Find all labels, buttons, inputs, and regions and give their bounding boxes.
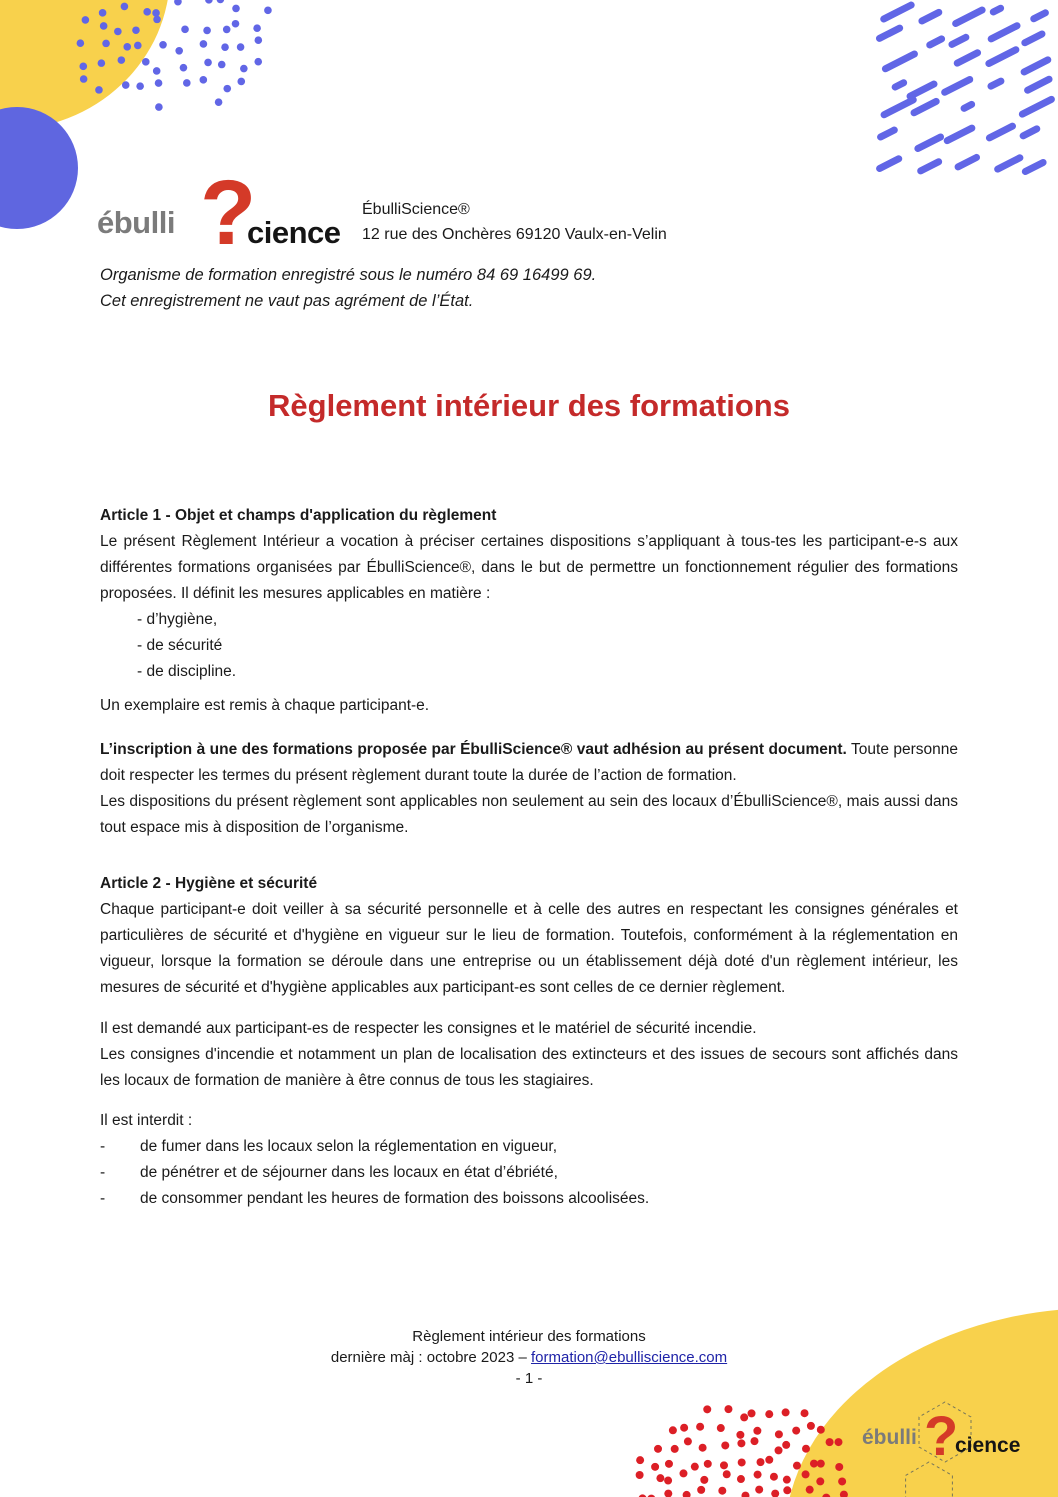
list-dash: -	[100, 1190, 106, 1207]
prohibited-item-text: de pénétrer et de séjourner dans les locaux en état d’ébriété,	[140, 1164, 558, 1181]
footer-document-name: Règlement intérieur des formations	[412, 1328, 646, 1345]
email-link[interactable]: formation@ebulliscience.com	[530, 1349, 728, 1366]
registration-notice	[100, 262, 596, 314]
article-1-list	[100, 607, 958, 685]
footer-update-prefix: dernière màj : octobre 2023 –	[330, 1349, 531, 1366]
article-1-paragraph-1: Le présent Règlement Intérieur a vocation à préciser certaines dispositions s’appliquant à tous-tes les participant-e-s aux différentes formations organisées par ÉbulliScience®, dans le but de permettre un fonctionnement régulier des formations proposées. Il définit les mesures applicables en matière :	[100, 533, 958, 602]
article-2-paragraph-2: Il est demandé aux participant-es de respecter les consignes et le matériel de sécurité incendie.	[100, 1020, 757, 1037]
bold-sentence: L’inscription à une des formations proposée par ÉbulliScience® vaut adhésion au présent document.	[100, 741, 847, 758]
question-mark-icon: ?	[200, 162, 257, 264]
ebulliscience-logo	[97, 162, 357, 264]
list-item: - de sécurité	[137, 637, 223, 654]
registration-line-2: Cet enregistrement ne vaut pas agrément de l’État.	[100, 292, 474, 310]
article-2-paragraph-3: Les consignes d'incendie et notamment un plan de localisation des extincteurs et des issues de secours sont affichés dans les locaux de formation de manière à être connus de tous les stagiaires.	[100, 1046, 958, 1089]
article-1-heading: Article 1 - Objet et champs d'application du règlement	[100, 507, 497, 524]
question-mark-icon: ?	[924, 1404, 959, 1467]
logo-text-suffix: cience	[247, 215, 341, 250]
page-number: - 1 -	[515, 1370, 543, 1387]
list-dash: -	[100, 1138, 106, 1155]
article-1-paragraph-3	[100, 737, 958, 789]
list-item: - d’hygiène,	[137, 611, 218, 628]
ebulliscience-logo-small	[862, 1404, 1058, 1478]
paragraph-continuation: Toute personne doit respecter les termes du présent règlement durant toute la durée de l’action de formation.	[100, 741, 959, 784]
article-1-paragraph-2: Un exemplaire est remis à chaque participant-e.	[100, 697, 430, 714]
logo-text-suffix: cience	[955, 1434, 1021, 1457]
organization-address: 12 rue des Onchères 69120 Vaulx-en-Velin	[362, 226, 667, 243]
logo-text-prefix: ébulli	[862, 1426, 917, 1449]
blue-circle-decoration	[0, 107, 78, 229]
list-item: - de discipline.	[137, 663, 237, 680]
page-footer	[0, 1326, 1058, 1389]
registration-line-1: Organisme de formation enregistré sous le numéro 84 69 16499 69.	[100, 266, 597, 284]
page-title: Règlement intérieur des formations	[268, 388, 790, 423]
logo-text-prefix: ébulli	[97, 205, 175, 240]
prohibited-item-text: de fumer dans les locaux selon la réglementation en vigueur,	[140, 1138, 558, 1155]
article-2-paragraph-1: Chaque participant-e doit veiller à sa sécurité personnelle et à celle des autres en respectant les consignes générales et particulières de sécurité et d'hygiène en vigueur sur le lieu de formation. Toutefois, conformément à la réglementation en vigueur, lorsque la formation se déroule dans une entreprise ou un établissement déjà doté d'un règlement intérieur, les mesures de sécurité et d'hygiène applicables aux participant-es sont celles de ce dernier règlement.	[100, 901, 958, 996]
footer-update-line	[0, 1347, 1058, 1368]
document-body	[100, 503, 958, 1212]
prohibited-item	[100, 1160, 958, 1186]
article-1-paragraph-4: Les dispositions du présent règlement sont applicables non seulement au sein des locaux d’ÉbulliScience®, mais aussi dans tout espace mis à disposition de l’organisme.	[100, 793, 958, 836]
prohibited-item	[100, 1186, 958, 1212]
article-2-paragraph-4: Il est interdit :	[100, 1112, 193, 1129]
prohibited-item	[100, 1134, 958, 1160]
organization-block	[362, 197, 667, 247]
article-2-heading: Article 2 - Hygiène et sécurité	[100, 875, 318, 892]
list-dash: -	[100, 1164, 106, 1181]
organization-name: ÉbulliScience®	[362, 201, 470, 218]
prohibited-item-text: de consommer pendant les heures de formation des boissons alcoolisées.	[140, 1190, 650, 1207]
